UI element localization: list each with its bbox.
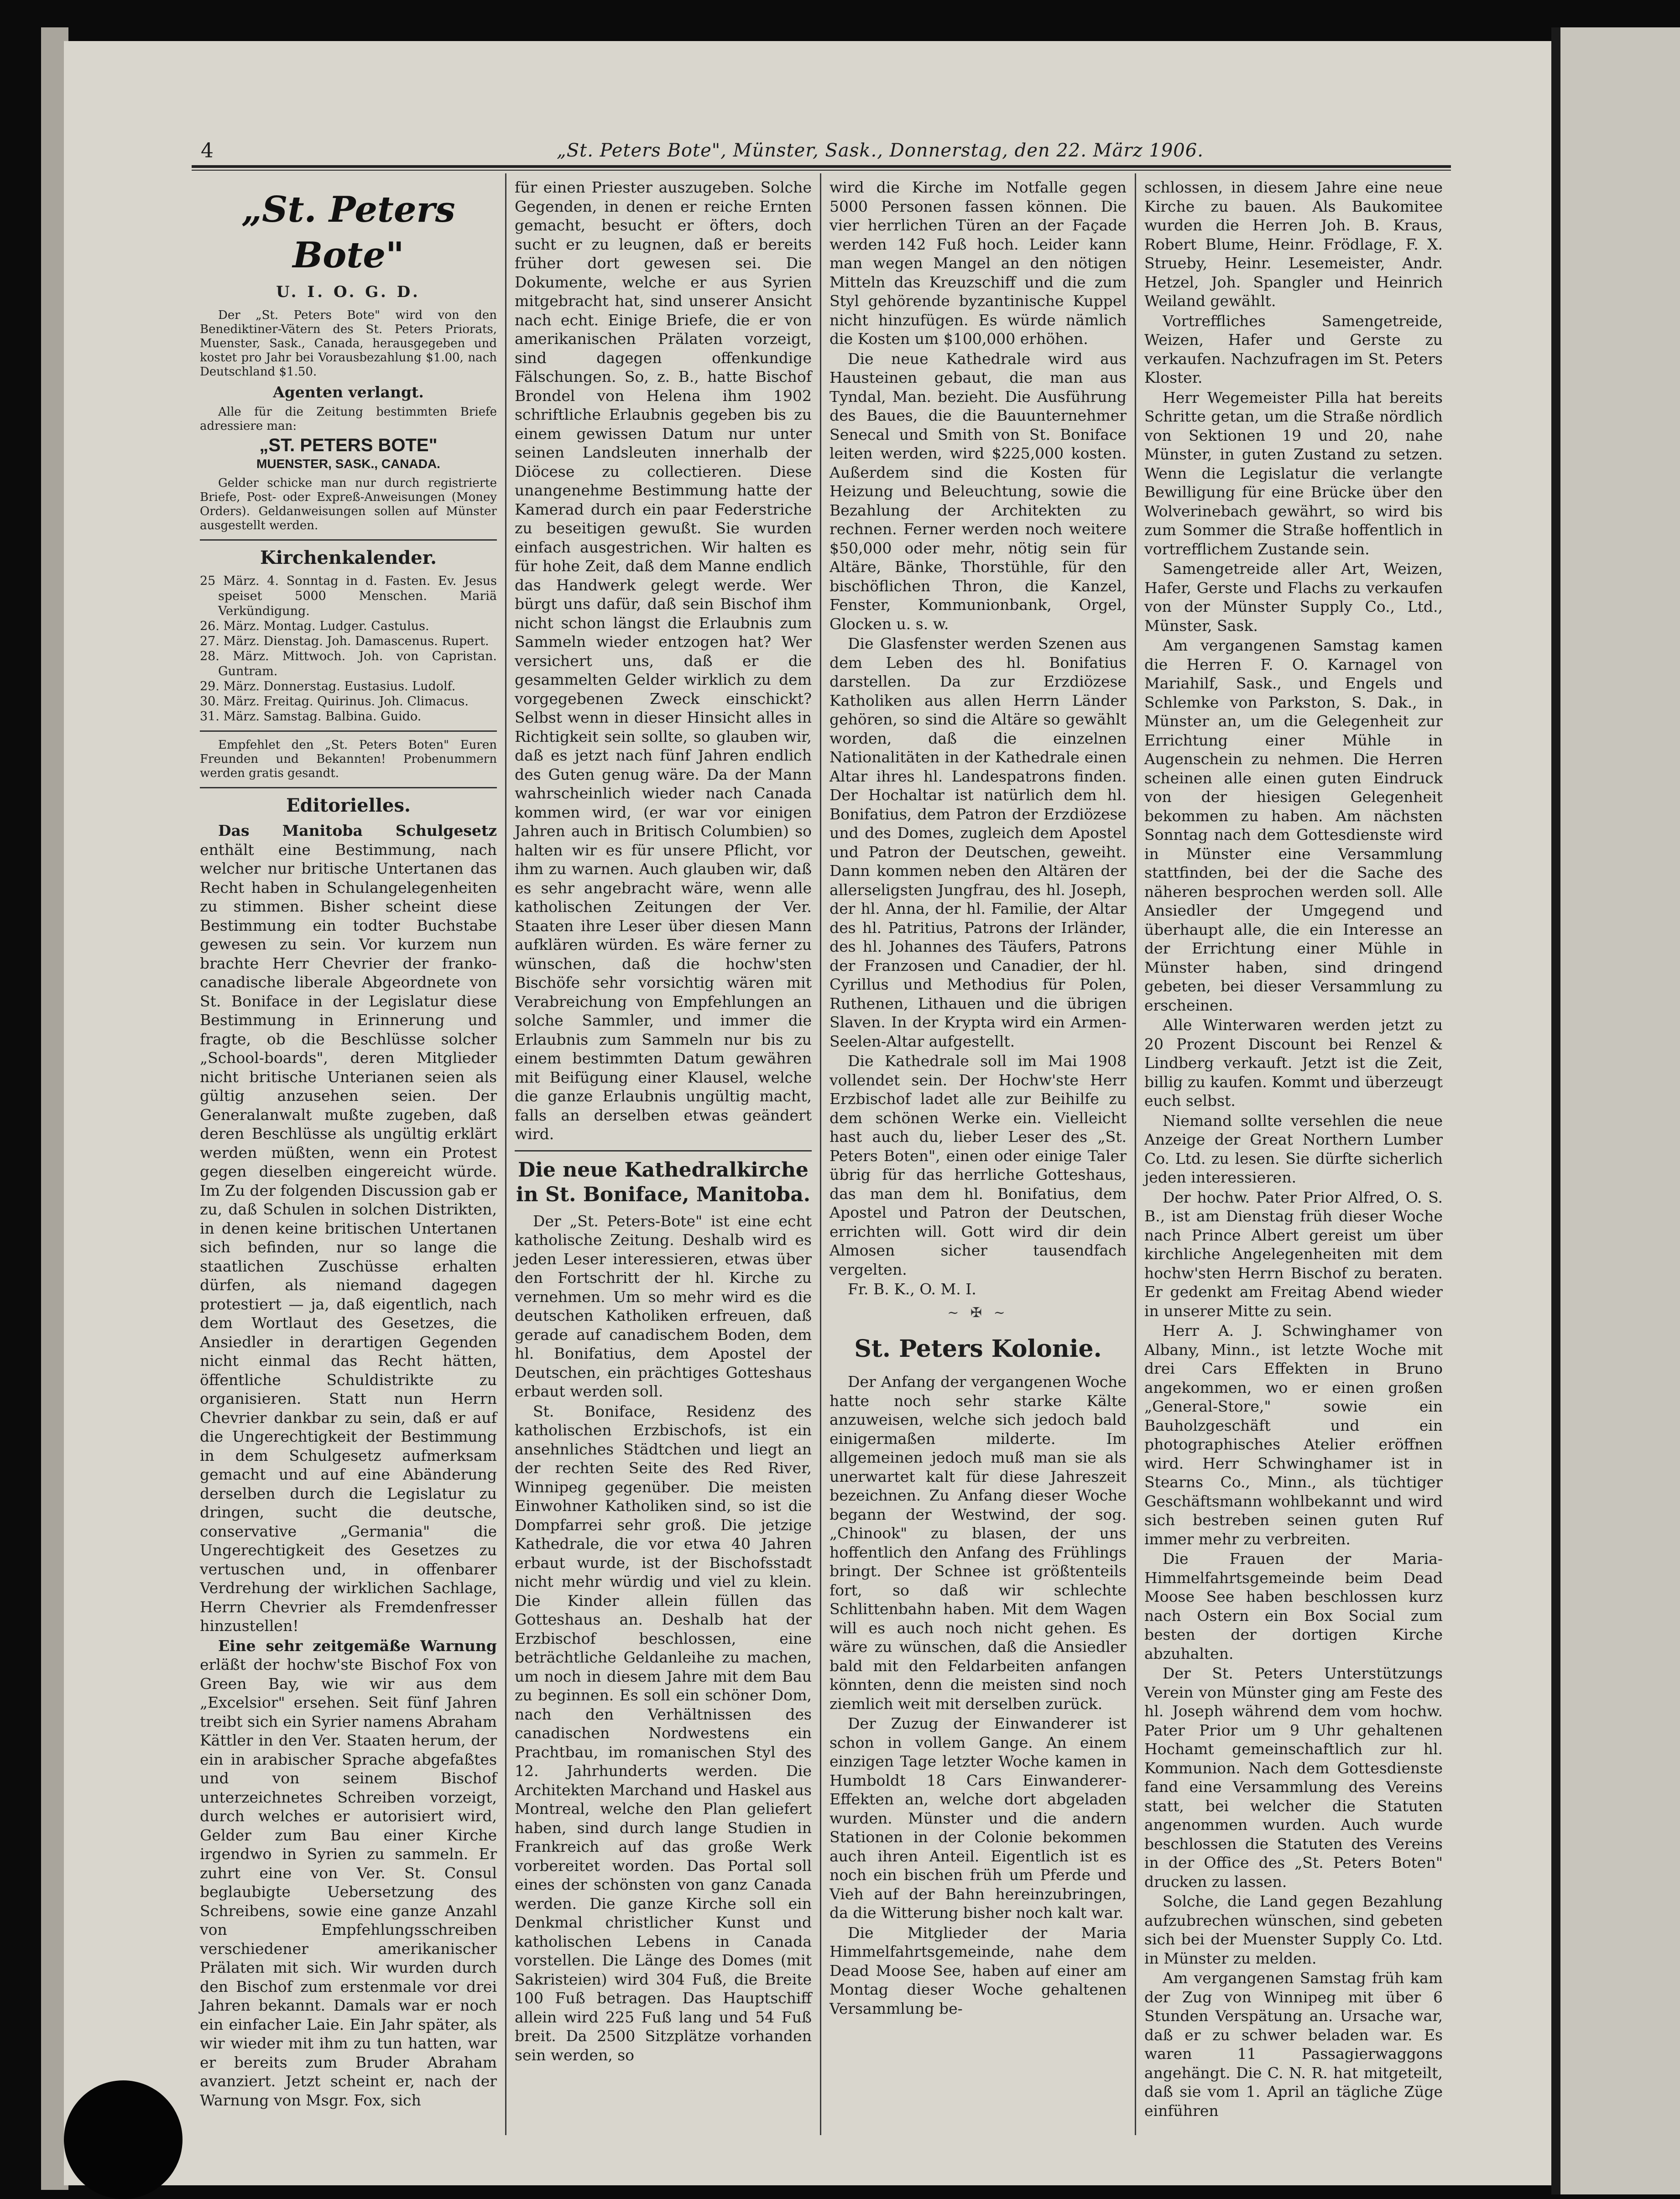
calendar-entry: 31. März. Samstag. Balbina. Guido. — [200, 709, 422, 724]
calendar-entry: 30. März. Freitag. Quirinus. Joh. Climacus. — [200, 694, 469, 709]
column-4 — [1136, 173, 1451, 2135]
dateline: „St. Peters Bote", Münster, Sask., Donnerstag, den 22. März 1906. — [557, 140, 1204, 161]
calendar-entry: 26. März. Montag. Ludger. Castulus. — [200, 619, 429, 633]
recommend-text: Empfehlet den „St. Peters Boten" Euren Freunden und Bekannten! Probenummern werden gratis gesandt. — [200, 738, 497, 780]
colony-title: St. Peters Kolonie. — [854, 1335, 1102, 1363]
colony-paragraph: Herr A. J. Schwinghamer von Albany, Minn., ist letzte Woche mit drei Cars Effekten in Bruno angekommen, wo er einen großen „General-Store," sowie ein Bauholzgeschäft und ein photographisches Atelier eröffnen wird. Herr Schwinghamer ist in Stearns Co., Minn., als tüchtiger Geschäftsmann wohlbekannt und wird sich bestreben seinen guten Ruf immer mehr zu verbreiten. — [1144, 1322, 1443, 1548]
colony-paragraph: Herr Wegemeister Pilla hat bereits Schritte getan, um die Straße nördlich von Sektionen 19 und 20, nahe Münster, in guten Zustand zu setzen. Wenn die Legislatur die verlangte Bewilligung für eine Brücke über den Wolverinebach gewährt, so wird bis zum Sommer die Straße hoffentlich in vortrefflichem Zustande sein. — [1144, 388, 1443, 558]
page-header — [201, 137, 1515, 164]
calendar-entry: 27. März. Dienstag. Joh. Damascenus. Rupert. — [200, 634, 489, 648]
cathedral-title: Die neue Kathedralkirche in St. Boniface, Manitoba. — [516, 1158, 811, 1206]
column-3 — [821, 173, 1136, 2135]
colony-paragraph: Niemand sollte versehlen die neue Anzeige der Great Northern Lumber Co. Ltd. zu lesen. Sie dürfte sicherlich jeden interessieren. — [1144, 1111, 1443, 1186]
cathedral-paragraph: Die neue Kathedrale wird aus Hausteinen gebaut, die man aus Tyndal, Man. bezieht. Die Ausführung des Baues, die die Bauunternehmer Senecal und Smith von St. Boniface leiten werden, wird $225,000 kosten. Außerdem sind die Kosten für Heizung und Beleuchtung, sowie die Bezahlung der Architekten zu rechnen. Ferner werden noch weitere $50,000 oder mehr, nötig sein für Altäre, Bänke, Thorstühle, für den bischöflichen Thron, die Kanzel, Fenster, Kommunionbank, Orgel, Glocken u. s. w. — [830, 349, 1127, 633]
address-name: „ST. PETERS BOTE" — [259, 435, 438, 455]
warning-paragraph — [200, 1636, 497, 2110]
editorial-title: Editorielles. — [286, 795, 411, 816]
masthead: „St. Peters Bote" — [241, 189, 455, 276]
ornament: ~ ✠ ~ — [947, 1304, 1009, 1321]
church-calendar — [200, 573, 497, 724]
money-note: Gelder schicke man nur durch registrierte Briefe, Post- oder Expreß-Anweisungen (Money Orders). Geldanweisungen sollen auf Münster ausgestellt werden. — [200, 476, 497, 532]
motto: U. I. O. G. D. — [276, 283, 421, 301]
column-2 — [506, 173, 821, 2135]
page-number: 4 — [201, 139, 214, 162]
colony-paragraph: Der Zuzug der Einwanderer ist schon in vollem Gange. An einem einzigen Tage letzter Woche kamen in Humboldt 18 Cars Einwanderer-Effekten an, welche dort abgeladen wurden. Münster und die andern Stationen in der Colonie bekommen auch ihren Anteil. Eigentlich ist es noch ein bischen früh um Pferde und Vieh auf der Bahn hereinzubringen, da die Witterung bisher noch kalt war. — [830, 1714, 1127, 1922]
colony-paragraph: Samengetreide aller Art, Weizen, Hafer, Gerste und Flachs zu verkaufen von der Münster Supply Co., Ltd., Münster, Sask. — [1144, 560, 1443, 635]
cathedral-paragraph: Die Kathedrale soll im Mai 1908 vollendet sein. Der Hochw'ste Herr Erzbischof ladet alle zur Beihilfe zu dem schönen Werke ein. Vielleicht hast auch du, lieber Leser des „St. Peters Boten", einen oder einige Taler übrig für das herrliche Gotteshaus, das man dem hl. Bonifatius, dem Apostel und Patron der Deutschen, errichten will. Gott wird dir dein Almosen sicher tausendfach vergelten. — [830, 1052, 1127, 1278]
editorial-paragraph — [200, 821, 497, 1636]
colony-paragraph: Am vergangenen Samstag kamen die Herren F. O. Karnagel von Mariahilf, Sask., und Engels und Schlemke von Parkston, S. Dak., in Münster an, um die Gelegenheit zur Errichtung einer Mühle in Augenschein zu nehmen. Die Herren scheinen alle einen guten Eindruck von der hiesigen Gelegenheit bekommen zu haben. Am nächsten Sonntag nach dem Gottesdienste wird in Münster eine Versammlung stattfinden, bei der die Sache des näheren besprochen werden soll. Alle Ansiedler der Umgegend und überhaupt alle, die ein Interesse an der Errichtung einer Mühle in Münster haben, sind dringend gebeten, bei dieser Versammlung zu erscheinen. — [1144, 636, 1443, 1014]
signature: Fr. B. K., O. M. I. — [848, 1280, 976, 1298]
colony-continued: schlossen, in diesem Jahre eine neue Kirche zu bauen. Als Baukomitee wurden die Herren Joh. B. Kraus, Robert Blume, Heinr. Frödlage, F. X. Strueby, Heinr. Lesemeister, Andr. Hetzel, Joh. Spangler und Heinrich Weiland gewählt. — [1144, 178, 1443, 310]
warning-lead: Eine sehr zeitgemäße Warnung — [218, 1636, 497, 1655]
columns — [192, 173, 1451, 2135]
divider — [200, 730, 497, 732]
colony-paragraph: Die Mitglieder der Maria Himmelfahrtsgemeinde, nahe dem Dead Moose See, haben auf einer am Montag dieser Woche gehaltenen Versammlung be- — [830, 1923, 1127, 2017]
calendar-entry: 29. März. Donnerstag. Eustasius. Ludolf. — [200, 679, 456, 693]
agents-wanted: Agenten verlangt. — [273, 383, 424, 401]
cathedral-continued: wird die Kirche im Notfalle gegen 5000 Personen fassen können. Die vier herrlichen Türen an der Façade werden 142 Fuß hoch. Leider kann man wegen Mangel an den nötigen Mitteln das Kreuzschiff und die zum Styl gehörende byzantinische Kuppel nicht hinzufügen. Es würde nämlich die Kosten um $100,000 erhöhen. — [830, 178, 1127, 348]
header-rule — [192, 165, 1451, 168]
calendar-entry: 28. März. Mittwoch. Joh. von Capristan. Guntram. — [200, 649, 497, 678]
address-place: MUENSTER, SASK., CANADA. — [256, 457, 440, 471]
scan-shadow — [64, 2080, 183, 2199]
editorial-text: enthält eine Bestimmung, nach welcher nur britische Untertanen das Recht haben in Schulangelegenheiten zu stimmen. Bisher scheint diese Bestimmung ein todter Buchstabe gewesen zu sein. Vor kurzem nun brachte Herr Chevrier der franko-canadische liberale Abgeordnete von St. Boniface in der Legislatur diese Bestimmung in Erinnerung und fragte, ob die Beschlüsse solcher „School-boards", deren Mitglieder nicht britische Unterianen seien als gültig anzusehen seien. Der Generalanwalt mußte zugeben, daß deren Beschlüsse als ungültig erklärt werden müßten, wenn ein Protest gegen dieselben eingereicht würde. Im Zu der folgenden Discussion gab er zu, daß Schulen in solchen Distrikten, in denen keine britischen Untertanen sich befinden, nur so lange die staatlichen Zuschüsse erhalten dürfen, als niemand dagegen protestiert — ja, daß eigentlich, nach dem Wortlaut des Gesetzes, die Ansiedler in derartigen Gegenden nicht einmal das Recht hätten, öffentliche Schuldistrikte zu organisieren. Statt nun Herrn Chevrier dankbar zu sein, daß er auf die Ungerechtigkeit der Bestimmung in dem Schulgesetz aufmerksam gemacht und auf eine Abänderung derselben durch die Legislatur zu dringen, sucht die deutsche, conservative „Germania" die Ungerechtigkeit des Gesetzes zu vertuschen und, in offenbarer Verdrehung der wirklichen Sachlage, Herrn Chevrier als Fremdenfresser hinzustellen! — [200, 840, 497, 1635]
cathedral-paragraph: Der „St. Peters-Bote" ist eine echt katholische Zeitung. Deshalb wird es jeden Leser interessieren, etwas über den Fortschritt der hl. Kirche zu vernehmen. Um so mehr wird es die deutschen Katholiken erfreuen, daß gerade auf canadischem Boden, dem hl. Bonifatius, dem Apostel der Deutschen, ein prächtiges Gotteshaus erbaut werden soll. — [515, 1212, 812, 1400]
colony-paragraph: Am vergangenen Samstag früh kam der Zug von Winnipeg mit über 6 Stunden Verspätung an. Ursache war, daß er zu schwer beladen war. Es waren 11 Passagierwaggons angehängt. Die C. N. R. hat mitgeteilt, daß sie vom 1. April an tägliche Züge einführen — [1144, 1969, 1443, 2120]
header-rule-thin — [192, 170, 1451, 171]
colony-paragraph: Der hochw. Pater Prior Alfred, O. S. B., ist am Dienstag früh dieser Woche nach Prince Albert gereist um über kirchliche Angelegenheiten mit dem hochw'sten Herrn Bischof zu beraten. Er gedenkt am Freitag Abend wieder in unserer Mitte zu sein. — [1144, 1188, 1443, 1320]
about-text: Der „St. Peters Bote" wird von den Benediktiner-Vätern des St. Peters Priorats, Muenster, Sask., Canada, herausgegeben und kostet pro Jahr bei Vorausbezahlung $1.00, nach Deutschland $1.50. — [200, 308, 497, 379]
editorial-lead: Das Manitoba Schulgesetz — [218, 822, 497, 839]
column-1 — [192, 173, 506, 2135]
calendar-entry: 25 März. 4. Sonntag in d. Fasten. Ev. Jesus speiset 5000 Menschen. Mariä Verkündigung. — [200, 574, 497, 618]
warning-text: erläßt der hochw'ste Bischof Fox von Green Bay, wie wir aus dem „Excelsior" ersehen. Seit fünf Jahren treibt sich ein Syrier namens Abraham Kättler in den Ver. Staaten herum, der ein in arabischer Sprache abgefaßtes und von seinem Bischof unterzeichnetes Schreiben vorzeigt, durch welches er autorisiert wird, Gelder zum Bau einer Kirche irgendwo in Syrien zu sammeln. Er zuhrt eine von Ver. St. Consul beglaubigte Uebersetzung des Schreibens, sowie eine ganze Anzahl von Empfehlungsschreiben verschiedener amerikanischer Prälaten mit sich. Wir wurden durch den Bischof zum erstenmale vor drei Jahren bekannt. Damals war er noch ein einfacher Laie. Ein Jahr später, als wir wieder mit ihm zu tun hatten, war er bereits zum Bruder Abraham avanziert. Jetzt scheint er, nach der Warnung von Msgr. Fox, sich — [200, 1656, 497, 2109]
colony-paragraph: Solche, die Land gegen Bezahlung aufzubrechen wünschen, sind gebeten sich bei der Muenster Supply Co. Ltd. in Münster zu melden. — [1144, 1892, 1443, 1967]
colony-paragraph: Der St. Peters Unterstützungs Verein von Münster ging am Feste des hl. Joseph während dem vom hochw. Pater Prior um 9 Uhr gehaltenen Hochamt gemeinschaftlich zur hl. Kommunion. Nach dem Gottesdienste fand eine Versammlung des Vereins statt, bei welcher die Statuten angenommen wurden. Auch wurde beschlossen die Statuten des Vereins in der Office des „St. Peters Boten" drucken zu lassen. — [1144, 1664, 1443, 1891]
calendar-title: Kirchenkalender. — [260, 547, 437, 568]
colony-paragraph: Vortreffliches Samengetreide, Weizen, Hafer und Gerste zu verkaufen. Nachzufragen im St. Peters Kloster. — [1144, 312, 1443, 386]
divider — [200, 539, 497, 541]
divider — [515, 1150, 812, 1152]
colony-paragraph: Die Frauen der Maria-Himmelfahrtsgemeinde beim Dead Moose See haben beschlossen kurz nach Ostern ein Box Social zum besten der dortigen Kirche abzuhalten. — [1144, 1550, 1443, 1662]
cathedral-paragraph: St. Boniface, Residenz des katholischen Erzbischofs, ist ein ansehnliches Städtchen und liegt an der rechten Seite des Red River, Winnipeg gegenüber. Die meisten Einwohner Katholiken sind, so ist die Dompfarrei sehr groß. Die jetzige Kathedrale, die vor etwa 40 Jahren erbaut wurde, ist der Bischofsstadt nicht mehr würdig und viel zu klein. Die Kinder allein füllen das Gotteshaus an. Deshalb hat der Erzbischof beschlossen, eine beträchtliche Geldanleihe zu machen, um noch in diesem Jahre mit dem Bau zu beginnen. Es soll ein schöner Dom, nach den Verhältnissen des canadischen Nordwestens ein Prachtbau, im romanischen Styl des 12. Jahrhunderts werden. Die Architekten Marchand und Haskel aus Montreal, welche den Plan geliefert haben, sind durch lange Studien in Frankreich auf das große Werk vorbereitet worden. Das Portal soll eines der schönsten von ganz Canada werden. Die ganze Kirche soll ein Denkmal christlicher Kunst und katholischen Lebens in Canada vorstellen. Die Länge des Domes (mit Sakristeien) wird 304 Fuß, die Breite 100 Fuß betragen. Das Hauptschiff allein wird 225 Fuß lang und 54 Fuß breit. Da 2500 Sitzplätze vorhanden sein werden, so — [515, 1402, 812, 2064]
cathedral-paragraph: Die Glasfenster werden Szenen aus dem Leben des hl. Bonifatius darstellen. Da zur Erzdiözese Katholiken aus allen Herrn Länder gehören, so sind die Altäre so gewählt worden, daß die einzelnen Nationalitäten in der Kathedrale einen Altar ihres hl. Landespatrons finden. Der Hochaltar ist natürlich dem hl. Bonifatius, dem Patron der Erzdiözese und des Domes, zugleich dem Apostel und Patron der Deutschen, geweiht. Dann kommen neben den Altären der allerseligsten Jungfrau, des hl. Joseph, der hl. Anna, der hl. Familie, der Altar des hl. Patritius, Patrons der Irländer, des hl. Johannes des Täufers, Patrons der Franzosen und Canadier, der hl. Cyrillus und Methodius für Polen, Ruthenen, Lithauen und die übrigen Slaven. In der Krypta wird ein Armen-Seelen-Altar aufgestellt. — [830, 635, 1127, 1050]
colony-paragraph: Alle Winterwaren werden jetzt zu 20 Prozent Discount bei Renzel & Lindberg verkauft. Jetzt ist die Zeit, billig zu kaufen. Kommt und überzeugt euch selbst. — [1144, 1016, 1443, 1110]
divider — [200, 787, 497, 788]
adjacent-page — [1560, 27, 1680, 2194]
warning-continued: für einen Priester auszugeben. Solche Gegenden, in denen er reiche Ernten gemacht, besucht er öfters, doch sucht er zu leugnen, daß er bereits früher dort gewesen sei. Die Dokumente, welche er aus Syrien mitgebracht hat, sind unserer Ansicht nach echt. Einige Briefe, die er von amerikanischen Prälaten vorzeigt, sind dagegen offenkundige Fälschungen. So, z. B., hatte Bischof Brondel von Helena ihm 1902 schriftliche Erlaubnis gegeben bis zu einem gewissen Datum nur unter seinen Landsleuten innerhalb der Diöcese zu collectieren. Diese unangenehme Bestimmung hatte der Kamerad durch ein paar Federstriche zu beseitigen gewußt. Sie wurden einfach ausgestrichen. Wir halten es für hohe Zeit, daß dem Manne endlich das Handwerk gelegt werde. Wer bürgt uns dafür, daß sein Bischof ihm nicht schon längst die Erlaubnis zum Sammeln wieder entzogen hat? Wer versichert uns, daß er die gesammelten Gelder wirklich zu dem vorgegebenen Zweck einschickt? Selbst wenn in dieser Hinsicht alles in Richtigkeit sein sollte, so glauben wir, daß es jetzt nach fünf Jahren endlich des Guten genug wäre. Da der Mann wahrscheinlich wieder nach Canada kommen wird, (er war vor einigen Jahren auch in Britisch Columbien) so halten wir es für unsere Pflicht, vor ihm zu warnen. Auch glauben wir, daß es sehr angebracht wäre, wenn alle katholischen Zeitungen der Ver. Staaten ihre Leser über diesen Mann aufklären würden. Es wäre ferner zu wünschen, daß die hochw'sten Bischöfe sehr vorsichtig wären mit Verabreichung von Empfehlungen an solche Sammler, und immer die Erlaubnis zum Sammeln nur bis zu einem bestimmten Datum gewähren mit Beifügung einer Klausel, welche die ganze Erlaubnis ungültig macht, falls an derselben etwas geändert wird. — [515, 178, 812, 1143]
colony-paragraph: Der Anfang der vergangenen Woche hatte noch sehr starke Kälte anzuweisen, welche sich jedoch bald einigermaßen milderte. Im allgemeinen jedoch muß man sie als unerwartet kalt für diese Jahreszeit bezeichnen. Zu Anfang dieser Woche begann der Westwind, der sog. „Chinook" zu blasen, der uns hoffentlich den Anfang des Frühlings bringt. Der Schnee ist größtenteils fort, so daß wir schlechte Schlittenbahn haben. Mit dem Wagen will es auch noch nicht gehen. Es wäre zu wünschen, daß die Ansiedler bald mit den Feldarbeiten anfangen könnten, denn die meisten sind noch ziemlich weit mit derselben zurück. — [830, 1373, 1127, 1713]
send-letters-text: Alle für die Zeitung bestimmten Briefe adressiere man: — [200, 405, 497, 433]
